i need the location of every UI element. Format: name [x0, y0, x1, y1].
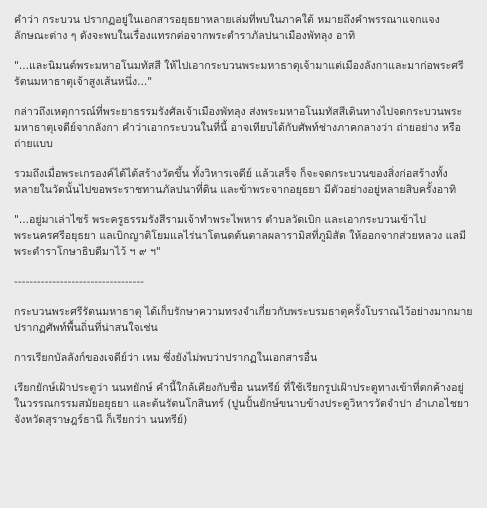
- paragraph-nonthayak-term: เรียกยักษ์เฝ้าประตูว่า นนทยักษ์ คำนี้ใกล้เคียงกับชื่อ นนทรีย์ ที่ใช้เรียกรูปเฝ้าประตูทางเข้าที่ตกค้างอยู่ในวรรณกรรมสมัยอยุธยา และต้นรัตนโกสินทร์ (ปูนปั้นยักษ์ขนาบข้างประตูวิหารวัดจำปา อำเภอไชยา จังหวัดสุราษฎร์ธานี ก็เรียกว่า นนทรีย์): [14, 382, 470, 426]
- paragraph-temple-construction: รวมถึงเมื่อพระเกรองค์ได้ไต้สร้างวัดขึ้น ทั้งวิหารเจดีย์ แล้วเสร็จ ก็จะจดกระบวนของสิ่งก่อสร้างทั้งหลายในวัดนั้นไปขอพระราชทานภัลปนาที่ดิน และข้าพระจากอยุธยา มีตัวอย่างอยู่หลายสิบครั้งอาทิ: [14, 168, 457, 196]
- paragraph-event-explanation: กล่าวถึงเหตุการณ์ที่พระยาธรรมรังศัลเจ้าเมืองพัทลุง ส่งพระมหาอโนมทัสสีเดินทางไปจดกระบวนพระมหาธาตุเจดีย์จากลังกา คำว่าเอากระบวนในที่นี้ อาจเทียบได้กับศัพท์ช่างภาคกลางว่า ถ่ายอย่าง หรือถ่ายแบบ: [14, 106, 463, 150]
- quote-nimon-phra-maha-anomathassi: "...และนิมนต์พระมหาอโนมทัสสี ให้ไปเอากระบวนพระมหาธาตุเจ้ามาแต่เมืองลังกาและมาก่อพระศรีรัตนมหาธาตุเจ้าสูงเส้นหนึ่ง...": [14, 60, 464, 88]
- paragraph-kra-buan-definition: คำว่า กระบวน ปรากฏอยู่ในเอกสารอยุธยาหลายเล่มที่พบในภาคใต้ หมายถึงคำพรรณาแจกแจงลักษณะต่าง ๆ ดังจะพบในเรื่องแทรกต่อจากพระตำราภัลปนาเมืองพัทลุง อาทิ: [14, 14, 440, 42]
- dashed-divider: ----------------------------------: [14, 276, 144, 288]
- paragraph-relic-memory: กระบวนพระศรีรัตนมหาธาตุ ได้เก็บรักษาความทรงจำเกี่ยวกับพระบรมธาตุครั้งโบราณไว้อย่างมากมาย ปรากฏศัพท์พื้นถิ่นที่น่าสนใจเช่น: [14, 306, 473, 334]
- paragraph-hem-term: การเรียกบัลลังก์ของเจดีย์ว่า เหม ซึ่งยังไม่พบว่าปรากฏในเอกสารอื่น: [14, 352, 318, 364]
- quote-phra-khru-thammarangsi: "...อยู่มาเล่าไซร้ พระครูธรรมรังสีรามเจ้าทำพระไพหาร ตำบลวัดเบิก และเอากระบวนเข้าไปพระนครศรีอยุธยา แลเบิกญาติโยมแลไร่นาโตนดต้นตาลผลารามิสที่ภูมิสัด ให้ออกจากส่วยหลวง แลมีพระตำราโกษาธิบดีมาไว้ ฯ ๙ ฯ": [14, 214, 466, 258]
